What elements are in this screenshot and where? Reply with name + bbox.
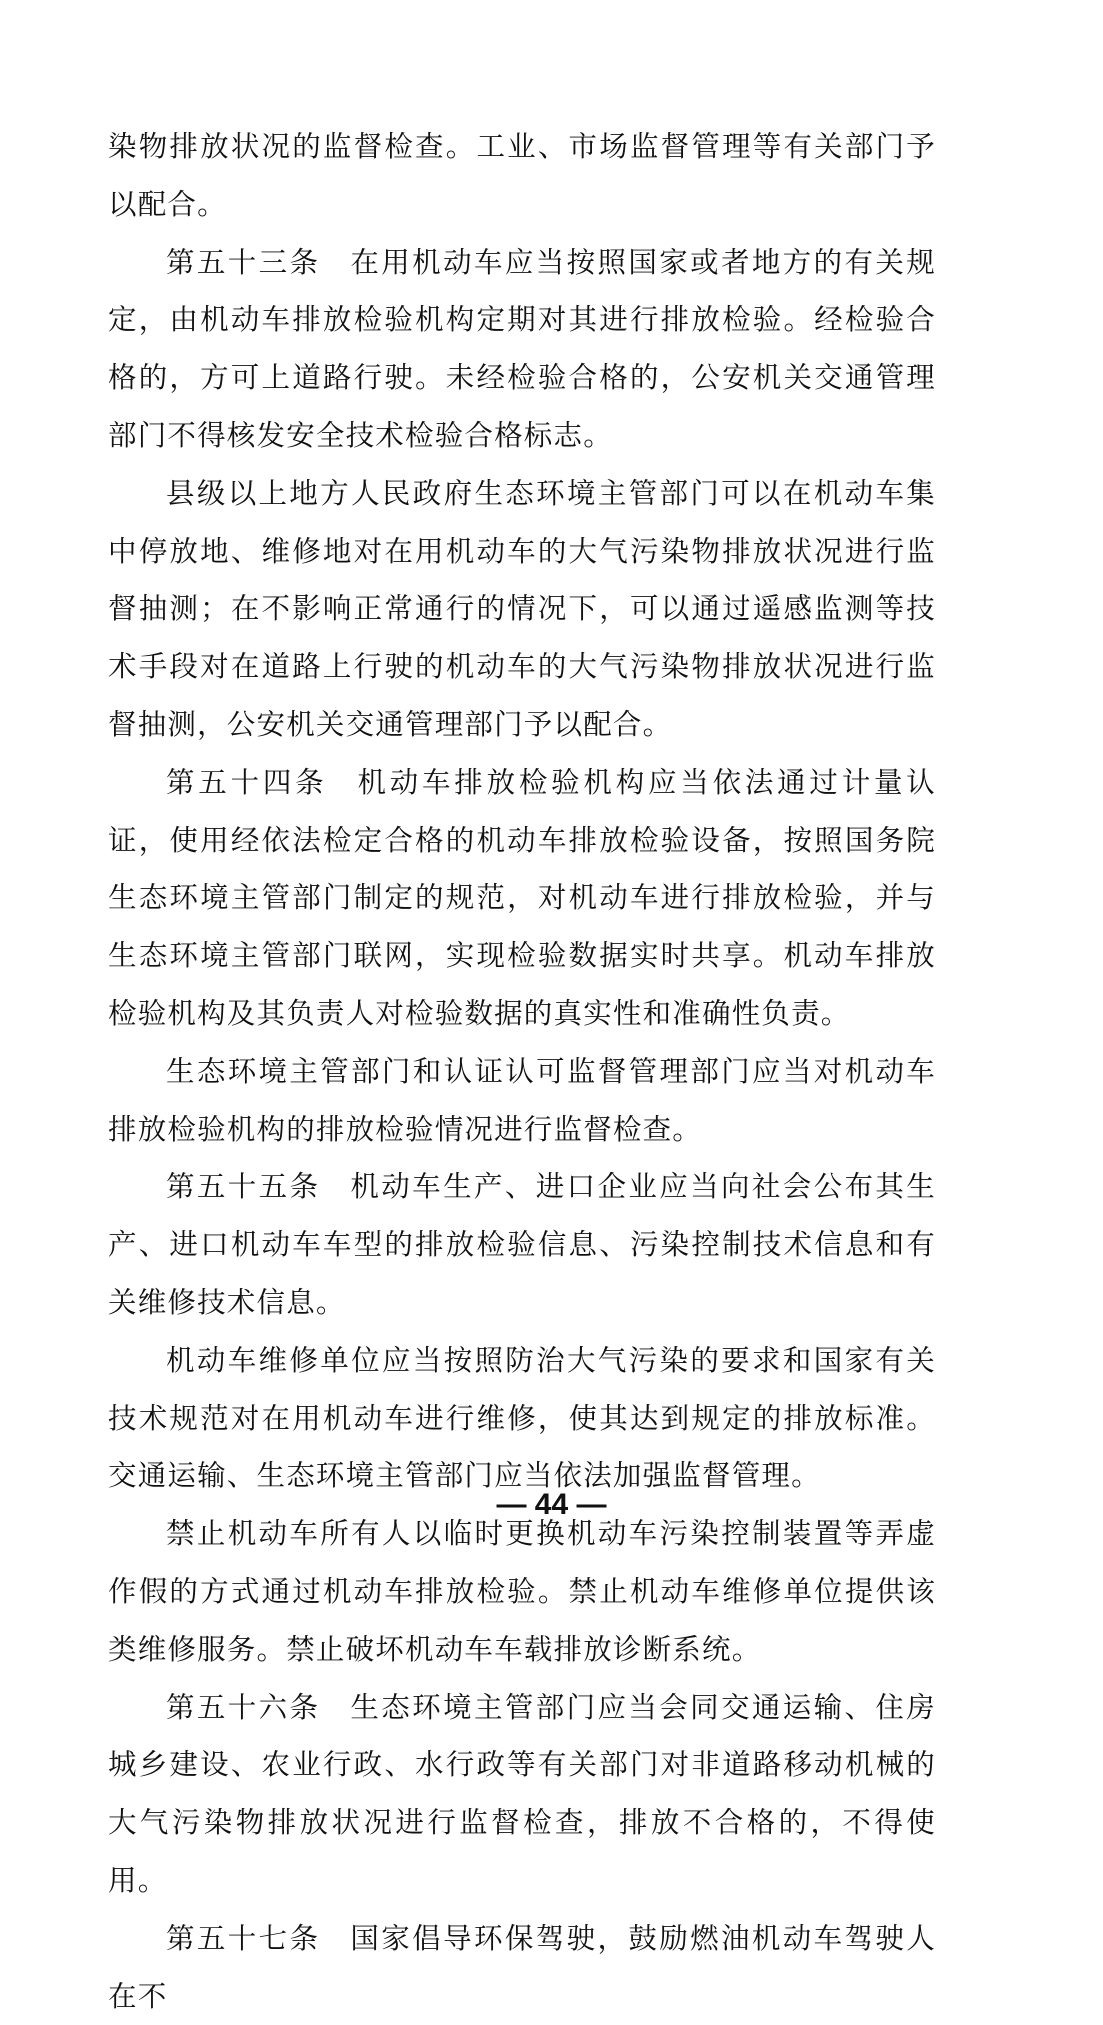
- paragraph-3: 县级以上地方人民政府生态环境主管部门可以在机动车集中停放地、维修地对在用机动车的大气污染物排放状况进行监督抽测；在不影响正常通行的情况下，可以通过遥感监测等技术手段对在道路上行驶的机动车的大气污染物排放状况进行监督抽测，公安机关交通管理部门予以配合。: [108, 476, 936, 741]
- article-number: 第五十三条: [166, 245, 321, 279]
- paragraph-article-54: [108, 754, 936, 1043]
- paragraph-8: 禁止机动车所有人以临时更换机动车污染控制装置等弄虚作假的方式通过机动车排放检验。禁止机动车维修单位提供该类维修服务。禁止破坏机动车车载排放诊断系统。: [108, 1517, 936, 1666]
- paragraph-article-56: [108, 1679, 936, 1910]
- article-number: 第五十四条: [166, 765, 328, 799]
- paragraph-1: 染物排放状况的监督检查。工业、市场监督管理等有关部门予以配合。: [108, 130, 936, 221]
- paragraph-article-55: [108, 1158, 936, 1331]
- article-text: 在用机动车应当按照国家或者地方的有关规定，由机动车排放检验机构定期对其进行排放检验。经检验合格的，方可上道路行驶。未经检验合格的，公安机关交通管理部门不得核发安全技术检验合格标志。: [108, 245, 936, 452]
- article-text: 生态环境主管部门应当会同交通运输、住房城乡建设、农业行政、水行政等有关部门对非道路移动机械的大气污染物排放状况进行监督检查，排放不合格的，不得使用。: [108, 1690, 936, 1897]
- document-body: [108, 118, 936, 2025]
- article-number: 第五十六条: [166, 1690, 321, 1724]
- paragraph-5: 生态环境主管部门和认证认可监督管理部门应当对机动车排放检验机构的排放检验情况进行监督检查。: [108, 1054, 936, 1146]
- article-number: 第五十五条: [166, 1170, 321, 1204]
- article-text: 国家倡导环保驾驶，鼓励燃油机动车驾驶人在不: [108, 1921, 936, 2013]
- paragraph-7: 机动车维修单位应当按照防治大气污染的要求和国家有关技术规范对在用机动车进行维修，使其达到规定的排放标准。交通运输、生态环境主管部门应当依法加强监督管理。: [108, 1343, 936, 1493]
- article-number: 第五十七条: [166, 1921, 321, 1955]
- paragraph-article-53: [108, 234, 936, 465]
- article-text: 机动车排放检验机构应当依法通过计量认证，使用经依法检定合格的机动车排放检验设备，按照国务院生态环境主管部门制定的规范，对机动车进行排放检验，并与生态环境主管部门联网，实现检验数据实时共享。机动车排放检验机构及其负责人对检验数据的真实性和准确性负责。: [108, 765, 936, 1030]
- article-text: 机动车生产、进口企业应当向社会公布其生产、进口机动车车型的排放检验信息、污染控制技术信息和有关维修技术信息。: [108, 1170, 936, 1319]
- page-number: — 44 —: [496, 1488, 607, 1521]
- paragraph-article-57: [108, 1910, 936, 2025]
